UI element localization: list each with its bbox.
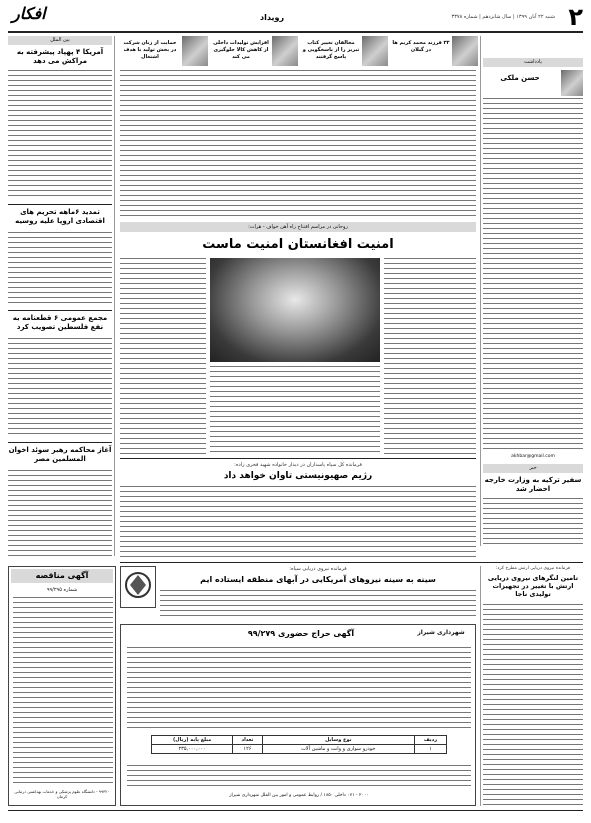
tender-table [151,735,447,754]
body-text [160,590,476,618]
divider [120,562,583,563]
column-rule [480,36,481,546]
table-cell: ۱۲۶ [233,745,262,754]
author-photo [561,70,583,96]
lower-kicker: فرمانده نیروی دریایی سپاه: [289,566,347,572]
table-header: مبلغ پایه (ریال) [152,736,233,745]
body-text [8,70,112,200]
body-text [483,604,583,806]
table-cell: خودرو سواری و وانت و ماشین آلات [262,745,414,754]
notice-body [13,597,113,785]
divider [8,442,112,443]
masthead-logo: افکار [12,4,46,23]
headline-3: آغاز محاکمه رهبر سوئد اخوان المسلمین مصر [8,446,112,463]
notice-ad [8,566,116,806]
emblem-icon [121,567,155,607]
headline: آمریکا ۴ پهپاد پیشرفته به مراکش می دهد [16,48,104,65]
main-body-right [384,258,476,454]
subhead: تمدید ۶ماهه تحریم های اقتصادی اروپا علیه روسیه [15,208,105,225]
mid-headline: رژیم صهیونیستی تاوان خواهد داد [223,471,373,481]
tender-title: آگهی حراج حضوری ۹۹/۲۷۹ [247,629,355,638]
tender-footer: ۲۰۰۰ - ۰۷۱ داخلی ۱۸۵۰ / روابط عمومی و امور بین الملل شهرداری شیراز [229,793,369,798]
thumb-photo [272,36,298,66]
main-headline: امنیت افغانستان امنیت ماست [202,237,394,252]
issue-line: شنبه ۲۲ آبان ۱۳۹۹ | سال شانزدهم | شماره ۳۳۷۸ [451,14,555,20]
top-item [210,36,298,68]
table-cell: ۲۳۵,۰۰۰,۰۰۰ [152,745,233,754]
author-name: حسن ملکی [500,74,540,82]
bottom-right-headline: تامین لنگرهای نیروی دریایی ارتش با تغییر در تجهیزات تولیدی ناجا [487,574,579,598]
left-column [8,36,112,556]
main-body-left [120,258,206,454]
mid-kicker: فرمانده کل سپاه پاسداران در دیدار خانواده شهید فخری زاده: [234,462,362,468]
section-tag: بین الملل [8,36,112,45]
footer-rule [8,810,583,811]
table-header: تعداد [233,736,262,745]
notice-title: آگهی مناقصه [11,569,113,583]
divider [8,204,112,205]
top-item-title: ۳۲ فرزند محمد کریم ها در گیلان [392,40,450,53]
page-number: ۲ [568,3,583,31]
bottom-right-kicker: فرمانده نیروی دریایی ارتش مطرح کرد: [495,566,571,571]
main-kicker: روحانی در مراسم افتتاح راه آهن خواف - هرات: [120,222,476,232]
column-rule [114,36,115,556]
body-text [483,498,583,546]
page-header [0,0,591,34]
divider [120,458,476,459]
top-item-title: افزایش تولیدات داخلی از کاهش کالا جلوگیری می کند [213,40,269,60]
body-text [8,232,112,306]
body-text [120,486,476,558]
tender-body [127,647,471,729]
top-item-title: مخالفان تغییر کتاب تبریز را از پاسخگویی و پاسخ گرفتند [302,40,360,60]
table-header: نوع وسایل [262,736,414,745]
thumb-photo [452,36,478,66]
table-cell: ۱ [414,745,446,754]
top-item [118,36,208,68]
section-tag: خبر [483,464,583,473]
headline-2: مجمع عمومی ۶ قطعنامه به نفع فلسطین تصویب کرد [12,314,108,331]
headline-2: سفیر ترکیه به وزارت خارجه احضار شد [484,476,582,493]
tender-ad [120,624,476,806]
section-tag: یادداشت [483,58,583,67]
top-item [390,36,478,68]
tender-notes [127,765,471,789]
main-photo [210,258,380,362]
divider [8,310,112,311]
top-item [300,36,388,68]
body-text [8,338,112,438]
lower-headline: سینه به سینه نیروهای آمریکایی در آبهای منطقه ایستاده ایم [200,575,436,584]
main-body-under-photo [210,366,380,454]
section-title: رویداد [260,13,285,22]
logo-box [120,566,156,608]
column-rule [480,566,481,806]
top-item-title: حمایت از زنان شرکت در بخش تولید با هدف اشتغال [123,40,177,60]
thumb-photo [362,36,388,66]
notice-footer: ۹۹۳۲۰ - دانشگاه علوم پزشکی و خدمات بهداشتی درمانی کرمان [14,789,110,799]
body-text [483,98,583,450]
top-strip [118,36,478,68]
table-header: ردیف [414,736,446,745]
header-rule [8,31,583,33]
body-text [120,70,476,218]
author-email: akhbar@gmail.com [511,454,555,459]
tender-org: شهرداری شیراز [417,629,465,636]
right-column [483,36,583,546]
body-text [8,470,112,556]
thumb-photo [182,36,208,66]
notice-code: شماره ۹۹/۲۹۵ [46,587,78,593]
